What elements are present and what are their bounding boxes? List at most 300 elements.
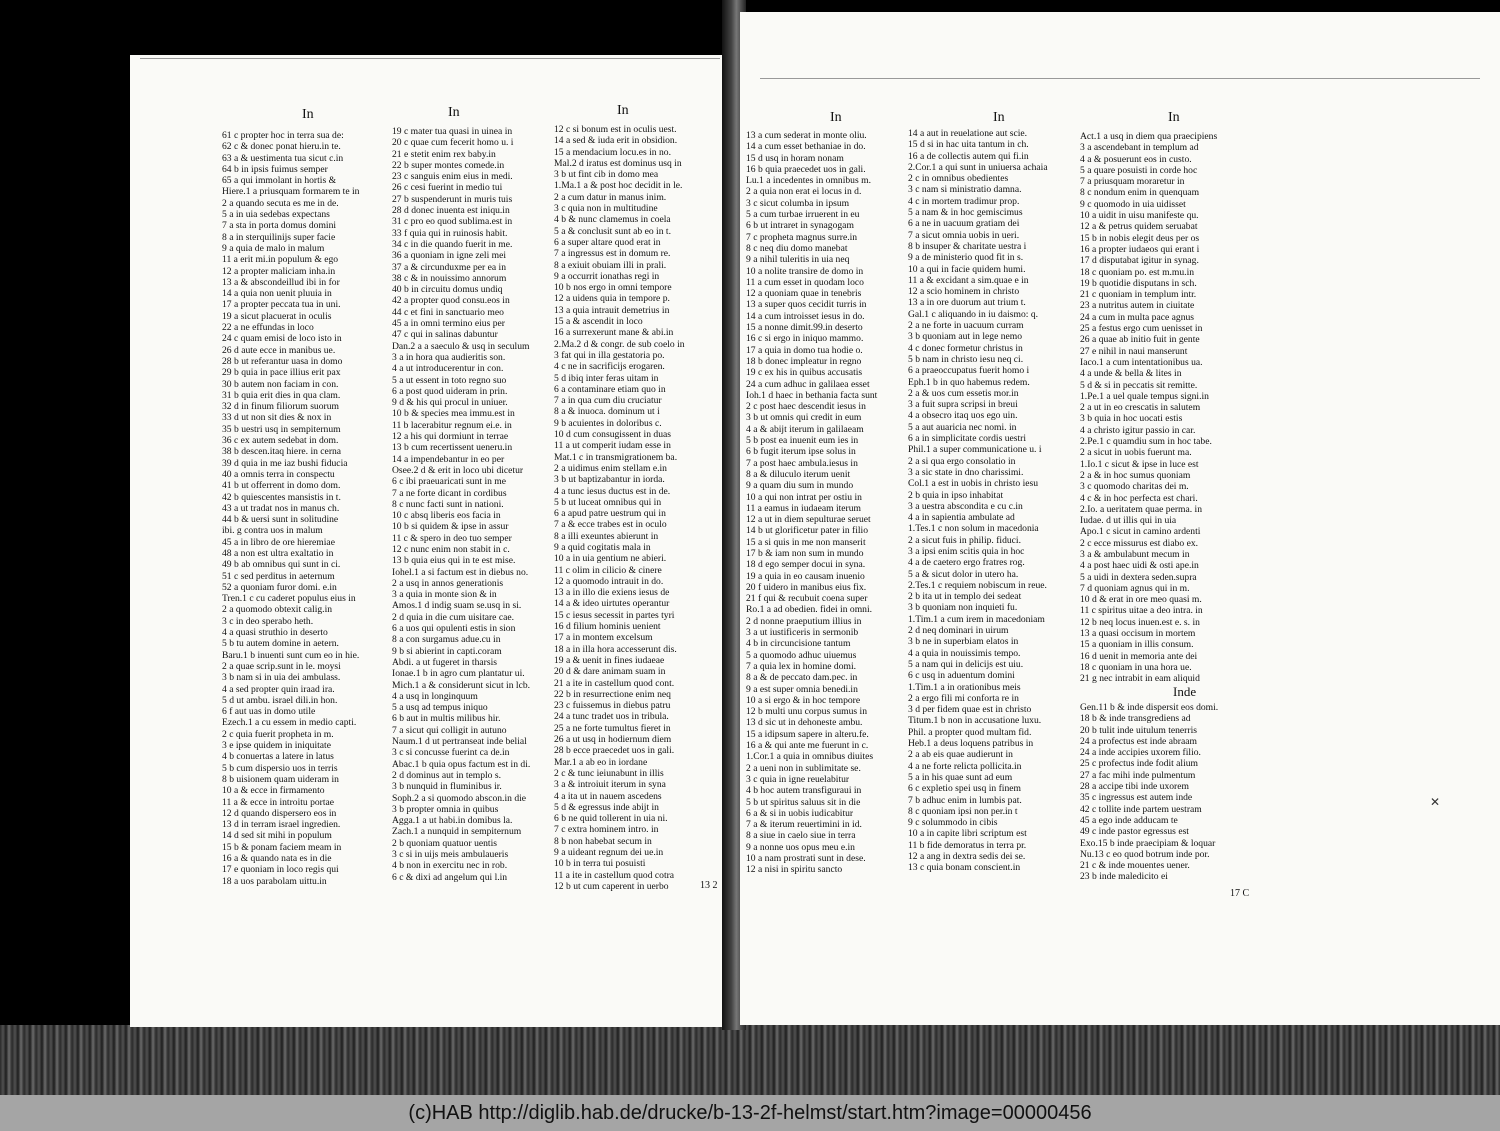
index-entry: Ezech.1 a cu essem in medio capti. xyxy=(222,717,357,729)
index-entry: 25 a festus ergo cum uenisset in xyxy=(1080,323,1203,335)
index-entry: Abac.1 b quia opus factum est in di. xyxy=(392,758,531,770)
index-entry: 7 c propheta magnus surre.in xyxy=(746,231,858,243)
index-entry: 24 a inde accipies uxorem filio. xyxy=(1080,747,1201,759)
index-entry: 10 a in capite libri scriptum est xyxy=(908,828,1027,840)
index-entry: 24 a tunc tradet uos in tribula. xyxy=(554,711,669,723)
index-entry: 12 a quoniam quae in tenebris xyxy=(746,288,862,300)
index-entry: 10 a in uia gentium ne abieri. xyxy=(554,553,667,565)
index-entry: 9 a est super omnia benedi.in xyxy=(746,683,858,695)
index-entry: 2 c post haec descendit iesus in xyxy=(746,401,866,413)
index-entry: 5 a nam & in hoc gemiscimus xyxy=(908,207,1023,219)
index-entry: 19 c mater tua quasi in uinea in xyxy=(392,126,513,137)
index-entry: 4 c ne in sacrificijs erogaren. xyxy=(554,361,665,373)
index-entry: 6 a praeoccupatus fuerit homo i xyxy=(908,365,1030,377)
index-entry: Nu.13 c eo quod botrum inde por. xyxy=(1080,848,1210,860)
index-entry: 33 d ut non sit dies & nox in xyxy=(222,412,332,424)
index-entry: 12 a ang in dextra sedis dei se. xyxy=(908,851,1026,862)
index-entry: 4 b in circuncisione tantum xyxy=(746,638,851,650)
index-entry: 3 a ut iustificeris in sermonib xyxy=(746,627,859,639)
index-entry: Tren.1 c cu caderet populus eius in xyxy=(222,593,356,605)
index-entry: 16 a & quando nata es in die xyxy=(222,853,332,864)
index-entry: 15 d si in hac uita tantum in ch. xyxy=(908,139,1029,151)
index-entry: 12 b neq locus inuen.est e. s. in xyxy=(1080,616,1200,628)
index-entry: 42 b quiescentes mansistis in t. xyxy=(222,491,341,503)
index-entry: 26 d aute ecce in manibus ue. xyxy=(222,344,336,356)
index-entry: 2.Pe.1 c quamdiu sum in hoc tabe. xyxy=(1080,436,1212,448)
index-entry: 5 a cum turbae irruerent in eu xyxy=(746,209,860,221)
index-entry: 5 a & sicut dolor in utero ha. xyxy=(908,568,1019,580)
index-entry: Apo.1 c sicut in camino ardenti xyxy=(1080,526,1201,538)
index-entry: 48 a non est ultra exaltatio in xyxy=(222,547,334,559)
index-entry: 3 c in deo sperabo heth. xyxy=(222,615,314,627)
index-entry: 3 c quomodo charitas dei m. xyxy=(1080,481,1189,493)
index-entry: 7 a quia lex in homine domi. xyxy=(746,660,857,672)
index-entry: 10 a qui in facie quidem humi. xyxy=(908,263,1026,275)
index-entry: 14 a sed & iuda erit in obsidion. xyxy=(554,135,678,147)
index-entry: 21 e stetit enim rex baby.in xyxy=(392,148,496,160)
index-entry: 6 a post quod uideram in prin. xyxy=(392,385,508,397)
index-entry: Amos.1 d indig suam se.usq in si. xyxy=(392,600,522,612)
index-entry: Exo.15 b inde praecipiam & loquar xyxy=(1080,837,1216,849)
index-entry: 2 a sicut in uobis fuerunt ma. xyxy=(1080,447,1192,459)
index-entry: 5 a quomodo adhuc uiuemus xyxy=(746,649,857,661)
index-entry: 7 a ne forte dicant in cordibus xyxy=(392,487,507,499)
index-entry: 17 a propter peccata tua in uni. xyxy=(222,299,341,311)
index-entry: 19 a & uenit in fines iudaeae xyxy=(554,654,665,666)
index-entry: 2 d neq dominari in uirum xyxy=(908,625,1009,637)
index-entry: 19 b quotidie disputans in sch. xyxy=(1080,277,1197,289)
index-entry: 11 c olim in cilicio & cinere xyxy=(554,564,662,576)
index-entry: 37 a & circunduxme per ea in xyxy=(392,261,507,273)
index-entry: 5 b nam in christo iesu neq ci. xyxy=(908,353,1024,365)
index-entry: 1.Tim.1 a cum irem in macedoniam xyxy=(908,613,1045,625)
index-entry: Gen.11 b & inde dispersit eos domi. xyxy=(1080,702,1219,713)
index-entry: 4 a ita ut in nauem ascedens xyxy=(554,790,662,802)
index-entry: 5 d & egressus inde abijt in xyxy=(554,801,659,813)
index-entry: 24 c quam emisi de loco isto in xyxy=(222,333,342,345)
index-entry: 36 a quoniam in igne zeli mei xyxy=(392,250,507,262)
index-entry: 8 c nondum enim in quenquam xyxy=(1080,187,1200,199)
index-entry: 5 b post ea inuenit eum ies in xyxy=(746,435,859,447)
index-entry: 4 a tunc iesus ductus est in de. xyxy=(554,485,671,497)
index-entry: 28 d donec inuenta est iniqu.in xyxy=(392,205,510,217)
index-entry: 35 b uestri usq in sempiternum xyxy=(222,423,341,435)
index-entry: 7 a in qua cum diu cruciatur xyxy=(554,395,662,407)
index-entry: 19 a sicut placuerat in oculis xyxy=(222,310,332,322)
index-entry: 3 b nunquid in fluminibus ir. xyxy=(392,781,502,793)
index-entry: 24 a profectus est inde abraam xyxy=(1080,735,1197,747)
index-entry: 7 b adhuc enim in lumbis pat. xyxy=(908,794,1022,806)
index-entry: 5 a usq ad tempus iniquo xyxy=(392,702,488,714)
index-entry: 61 c propter hoc in terra sua de: xyxy=(222,130,344,141)
index-entry: 3 b quoniam aut in lege nemo xyxy=(908,331,1023,343)
index-entry: 3 a sic state in dno charissimi. xyxy=(908,466,1024,478)
index-entry: 4 c donec formetur christus in xyxy=(908,342,1023,354)
index-entry: 16 b quia praecedet uos in gali. xyxy=(746,163,866,175)
index-entry: 65 a qui immolant in hortis & xyxy=(222,175,337,187)
index-entry: 13 a & abscondeillud ibi in for xyxy=(222,276,340,288)
index-entry: 18 d ego semper docui in syna. xyxy=(746,559,866,571)
index-entry: 14 a & ideo uirtutes operantur xyxy=(554,598,670,610)
index-entry: 11 a cum esset in quodam loco xyxy=(746,276,864,288)
index-entry: Osee.2 d & erit in loco ubi dicetur xyxy=(392,464,524,476)
index-entry: 3 c quia non in multitudine xyxy=(554,203,658,215)
index-entry: 6 a contaminare etiam quo in xyxy=(554,383,666,395)
index-entry: 15 a idipsum sapere in alteru.fe. xyxy=(746,728,869,740)
index-entry: 2 a ueni non in sublimitate se. xyxy=(746,762,861,774)
index-entry: 2 a ne forte in uacuum curram xyxy=(908,320,1024,332)
index-entry: 19 c ex his in quibus accusatis xyxy=(746,367,863,379)
index-entry: 49 c inde pastor egressus est xyxy=(1080,826,1189,838)
index-entry: 4 a unde & bella & lites in xyxy=(1080,368,1182,380)
index-entry: Lu.1 a incedentes in omnibus m. xyxy=(746,175,871,187)
index-entry: 41 b ut offerrent in domo dom. xyxy=(222,480,341,492)
index-entry: 2 a quae scrip.sunt in le. moysi xyxy=(222,660,341,672)
index-entry: 28 b ut referantur uasa in domo xyxy=(222,355,343,367)
index-entry: 25 c profectus inde fodit alium xyxy=(1080,758,1199,770)
index-entry: 12 d quando dispersero eos in xyxy=(222,807,337,819)
index-entry: 11 b lacerabitur regnum ei.e. in xyxy=(392,419,512,431)
index-entry: 5 a in uia sedebas expectans xyxy=(222,209,330,221)
index-entry: 9 a occurrit ionathas regi in xyxy=(554,270,660,282)
signature-mark: 17 C xyxy=(1230,888,1250,899)
index-entry: 11 b fide demoratus in terra pr. xyxy=(908,839,1027,851)
index-entry: 6 a uos qui opulenti estis in sion xyxy=(392,623,516,635)
index-entry: 8 a in sterquilinijs super facie xyxy=(222,231,336,243)
index-entry: 3 c sicut columba in ipsum xyxy=(746,197,850,209)
index-entry: Hiere.1 a priusquam formarem te in xyxy=(222,186,360,198)
index-entry: 25 a ne forte tumultus fieret in xyxy=(554,722,671,734)
index-entry: 7 d quoniam agnus qui in m. xyxy=(1080,582,1190,594)
index-entry: 34 c in die quando fuerit in me. xyxy=(392,238,513,250)
index-entry: 3 a ipsi enim scitis quia in hoc xyxy=(908,545,1025,557)
index-entry: 4 a quasi struthio in deserto xyxy=(222,627,328,639)
index-entry: 8 a con surgamus adue.cu in xyxy=(392,634,501,646)
index-entry: 3 a in hora qua audieritis son. xyxy=(392,351,506,363)
index-entry: 22 a ne effundas in loco xyxy=(222,322,314,334)
index-entry: Gal.1 c aliquando in iu daismo: q. xyxy=(908,308,1039,320)
index-entry: 10 b si quidem & ipse in assur xyxy=(392,521,509,533)
index-entry: 18 a uos parabolam uittu.in xyxy=(222,875,327,887)
index-entry: Phil.1 a super communicatione u. i xyxy=(908,444,1042,456)
index-entry: 9 a quam diu sum in mundo xyxy=(746,480,854,492)
index-entry: 4 b & nunc clamemus in coela xyxy=(554,214,671,226)
index-entry: 5 a & conclusit sunt ab eo in t. xyxy=(554,225,671,237)
index-entry: 12 c nunc enim non stabit in c. xyxy=(392,543,510,555)
index-entry: 29 b quia in pace illius erit pax xyxy=(222,367,341,379)
index-entry: 3 a uestra abscondita e cu c.in xyxy=(908,500,1023,512)
index-entry: 14 b ut glorificetur pater in filio xyxy=(746,525,869,537)
index-entry: 22 b in resurrectione enim neq xyxy=(554,688,671,700)
index-entry: 23 b inde maledicito ei xyxy=(1080,871,1168,883)
index-entry: 17 a in montem excelsum xyxy=(554,632,653,644)
index-entry: 1.Io.1 c sicut & ipse in luce est xyxy=(1080,458,1199,470)
index-entry: 15 d usq in horam nonam xyxy=(746,152,844,164)
index-entry: 17 e quoniam in loco regis qui xyxy=(222,864,339,876)
index-entry: 2 d quia in die cum uisitare cae. xyxy=(392,611,515,623)
index-entry: 12 b ut cum caperent in uerbo xyxy=(554,880,669,892)
index-entry: 44 b & uersi sunt in solitudine xyxy=(222,514,339,526)
page-top-rule xyxy=(140,58,720,59)
column-header: In xyxy=(830,110,842,125)
index-entry: 22 b super montes comede.in xyxy=(392,159,505,171)
index-entry: 13 d sic ut in dehoneste ambu. xyxy=(746,717,863,729)
index-entry: 64 b in ipsis fuimus semper xyxy=(222,163,328,175)
index-entry: 11 a erit mi.in populum & ego xyxy=(222,254,339,266)
index-entry: 1.Cor.1 a quia in omnibus diuites xyxy=(746,751,874,763)
index-entry: 4 a de caetero ergo fratres rog. xyxy=(908,557,1025,569)
index-entry: 2 b ita ut in templo dei sedeat xyxy=(908,591,1022,603)
index-entry: 5 b ut spiritus saluus sit in die xyxy=(746,796,861,808)
index-entry: 35 c ingressus est autem inde xyxy=(1080,792,1193,804)
index-entry: 8 a & inuoca. dominum ut i xyxy=(554,406,660,418)
index-entry: 52 a quoniam furor domi. e.in xyxy=(222,581,337,593)
index-entry: 2 a si qua ergo consolatio in xyxy=(908,455,1016,467)
index-entry: 4 b conuertas a latere in latus xyxy=(222,751,334,763)
index-entry: 14 a aut in reuelatione aut scie. xyxy=(908,128,1028,139)
index-entry: 4 a quia in nouissimis tempo. xyxy=(908,647,1021,659)
index-entry: 42 a propter quod consu.eos in xyxy=(392,295,510,307)
index-entry: 26 a quae ab initio fuit in gente xyxy=(1080,334,1200,346)
margin-mark: ✕ xyxy=(1430,795,1441,809)
text-column xyxy=(1080,131,1280,685)
index-entry: 3 b ut omnis qui credit in eum xyxy=(746,412,862,424)
index-entry: Iudae. d ut illis qui in uia xyxy=(1080,515,1177,527)
index-entry: Iohel.1 a si factum est in diebus no. xyxy=(392,566,529,578)
index-entry: 4 b non in exercitu nec in rob. xyxy=(392,860,508,872)
index-entry: 10 c absq liberis eos facia in xyxy=(392,510,501,522)
index-entry: 24 a cum adhuc in galilaea esset xyxy=(746,378,870,390)
index-entry: 2 a quia non erat ei locus in d. xyxy=(746,186,862,198)
index-entry: 7 a priusquam moraretur in xyxy=(1080,176,1185,188)
index-entry: 5 a in his quae sunt ad eum xyxy=(908,771,1013,783)
index-entry: 40 a omnis terra in conspectu xyxy=(222,468,335,480)
index-entry: 49 b ab omnibus qui sunt in ci. xyxy=(222,559,341,571)
index-entry: 9 a de ministerio quod fit in s. xyxy=(908,252,1024,264)
index-entry: 3 a & ambulabunt mecum in xyxy=(1080,548,1190,560)
index-entry: 13 b quia eius qui in te est mise. xyxy=(392,555,516,567)
index-entry: 2 a sicut fuis in philip. fiduci. xyxy=(908,534,1021,546)
index-entry: 1.Ma.1 a & post hoc decidit in le. xyxy=(554,180,683,192)
index-entry: 63 a & uestimenta tua sicut c.in xyxy=(222,152,344,164)
index-entry: Iaco.1 a cum intentationibus ua. xyxy=(1080,356,1203,368)
index-entry: 16 c si ergo in iniquo mammo. xyxy=(746,333,864,345)
index-entry: 12 a propter maliciam inha.in xyxy=(222,265,336,277)
right-page xyxy=(740,12,1500,1025)
index-entry: 6 c & dixi ad angelum qui l.in xyxy=(392,871,508,883)
index-entry: 21 c quoniam in templum intr. xyxy=(1080,289,1197,301)
index-entry: 1.Tim.1 a in orationibus meis xyxy=(908,681,1021,693)
index-entry: 10 b & species mea immu.est in xyxy=(392,408,515,420)
index-entry: 4 a obsecro itaq uos ego uin. xyxy=(908,410,1018,422)
index-entry: 4 a sed propter quin iraad ira. xyxy=(222,683,335,695)
index-entry: 9 c quomodo in uia uidisset xyxy=(1080,198,1186,210)
index-entry: 12 a quomodo intrauit in do. xyxy=(554,575,664,587)
index-entry: 6 a in simplicitate cordis uestri xyxy=(908,433,1027,445)
index-entry: 14 a cum esset bethaniae in do. xyxy=(746,141,866,153)
index-entry: 9 b si abierint in capti.coram xyxy=(392,645,502,657)
index-entry: 6 f aut uas in domo utile xyxy=(222,706,316,718)
index-entry: 7 c extra hominem intro. in xyxy=(554,824,659,836)
column-header: In xyxy=(617,103,629,118)
index-entry: Naum.1 d ut pertranseat inde belial xyxy=(392,736,527,748)
index-entry: 44 c et fini in sanctuario meo xyxy=(392,306,504,318)
index-entry: 4 c in mortem tradimur prop. xyxy=(908,195,1020,207)
column-header: In xyxy=(448,105,460,120)
index-entry: 23 c fuissemus in diebus patru xyxy=(554,700,671,712)
text-column xyxy=(1080,702,1280,883)
index-entry: 12 a nisi in spiritu sancto xyxy=(746,864,843,876)
index-entry: 15 b in nobis elegit deus per os xyxy=(1080,232,1200,244)
index-entry: 2.Cor.1 a qui sunt in uniuersa achaia xyxy=(908,161,1048,173)
index-entry: 33 f quia qui in ruinosis habit. xyxy=(392,227,508,239)
index-entry: 6 b fugit iterum ipse solus in xyxy=(746,446,856,458)
index-entry: 12 c si bonum est in oculis uest. xyxy=(554,124,677,135)
text-column xyxy=(392,126,562,883)
index-entry: 42 c tollite inde partem uestram xyxy=(1080,803,1202,815)
index-entry: 3 b ut fint cib in domo mea xyxy=(554,169,659,181)
index-entry: 9 a nonne uos opus meu e.in xyxy=(746,841,855,853)
index-entry: 8 a siue in caelo siue in terra xyxy=(746,830,856,842)
index-entry: 7 a ingressus est in domum re. xyxy=(554,248,671,260)
index-entry: 27 e nihil in naui manserunt xyxy=(1080,345,1188,357)
index-entry: 13 a super quos cecidit turris in xyxy=(746,299,867,311)
index-entry: 9 a quid cogitatis mala in xyxy=(554,541,651,553)
index-entry: 1.Pe.1 a uel quale tempus signi.in xyxy=(1080,390,1209,402)
index-entry: 2 a usq in annos generationis xyxy=(392,577,504,589)
index-entry: 21 f qui & recubuit coena super xyxy=(746,593,868,605)
index-entry: 16 a de collectis autem qui fi.in xyxy=(908,150,1029,162)
index-entry: 11 c & spero in deo tuo semper xyxy=(392,532,512,544)
index-entry: 5 b ut luceat omnibus qui in xyxy=(554,496,662,508)
index-entry: 4 b hoc autem transfiguraui in xyxy=(746,785,862,797)
index-entry: 43 a ut tradat nos in manus ch. xyxy=(222,502,340,514)
index-entry: 21 a ite in castellum quod cont. xyxy=(554,677,675,689)
index-entry: 27 b suspenderunt in muris tuis xyxy=(392,193,513,205)
index-entry: 8 a illi exeuntes abierunt in xyxy=(554,530,659,542)
index-entry: Mal.2 d iratus est dominus usq in xyxy=(554,157,682,169)
index-entry: 15 a & ascendit in loco xyxy=(554,316,643,328)
page-top-rule xyxy=(760,78,1480,79)
index-entry: 38 c & in nouissimo annorum xyxy=(392,272,507,284)
index-entry: 13 b cum recertissent ueneru.in xyxy=(392,442,513,454)
index-entry: 4 a ut introducerentur in con. xyxy=(392,363,504,375)
index-entry: 13 d in terram israel ingredien. xyxy=(222,819,341,831)
index-entry: 18 c quoniam po. est m.mu.in xyxy=(1080,266,1195,278)
index-entry: 15 a mendacium locu.es in no. xyxy=(554,146,671,158)
index-entry: Zach.1 a nunquid in sempiternum xyxy=(392,826,522,838)
index-entry: 13 a in illo die exiens iesus de xyxy=(554,587,670,599)
index-entry: 9 a nihil tuleritis in uia neq xyxy=(746,254,850,266)
index-entry: Ionae.1 b in agro cum plantatur ui. xyxy=(392,668,525,680)
index-entry: 13 a quia intrauit demetrius in xyxy=(554,304,670,316)
index-entry: Soph.2 a si quomodo abscon.in die xyxy=(392,792,527,804)
index-entry: 3 c si in uijs meis ambulaueris xyxy=(392,849,509,860)
index-entry: 3 a ascendebant in templum ad xyxy=(1080,142,1199,154)
index-entry: 2 d dominus aut in templo s. xyxy=(392,769,501,781)
index-entry: Heb.1 a deus loquens patribus in xyxy=(908,738,1034,750)
index-entry: 2 c quia fuerit propheta in m. xyxy=(222,728,334,740)
index-entry: 6 a ne in uacuum gratiam dei xyxy=(908,218,1020,230)
index-entry: 30 b autem non faciam in con. xyxy=(222,378,339,390)
index-entry: 2 a ut in eo crescatis in salutem xyxy=(1080,402,1201,414)
index-entry: 10 d & erat in ore meo quasi m. xyxy=(1080,594,1202,606)
index-entry: 3 a fuit supra scripsi in breui xyxy=(908,399,1018,411)
index-entry: 4 a christo igitur passio in car. xyxy=(1080,424,1196,436)
index-entry: ibi. g contra uos in malum xyxy=(222,525,323,537)
index-entry: 26 c cesi fuerint in medio tui xyxy=(392,182,503,194)
index-entry: 28 b ecce praecedet uos in gali. xyxy=(554,745,675,757)
index-entry: 28 a accipe tibi inde uxorem xyxy=(1080,781,1189,793)
index-entry: 2 a cum datur in manus inim. xyxy=(554,191,667,203)
index-entry: 3 a quia in monte sion & in xyxy=(392,589,497,601)
index-entry: 7 a sicut omnia uobis in ueri. xyxy=(908,229,1020,241)
index-entry: 3 d per fidem quae est in christo xyxy=(908,704,1032,716)
index-entry: 5 d & si in peccatis sit remitte. xyxy=(1080,379,1198,391)
index-entry: 36 c ex autem sedebat in dom. xyxy=(222,435,339,447)
index-entry: Col.1 a est in uobis in christo iesu xyxy=(908,478,1039,490)
archive-footer: (c)HAB http://diglib.hab.de/drucke/b-13-2f-helmst/start.htm?image=00000456 xyxy=(0,1095,1500,1131)
index-entry: 4 a in sapientia ambulate ad xyxy=(908,512,1015,524)
index-entry: 27 a fac mihi inde pulmentum xyxy=(1080,769,1196,781)
signature-mark: 13 2 xyxy=(700,880,718,891)
index-entry: 6 a super altare quod erat in xyxy=(554,236,661,248)
index-entry: 10 a si ergo & in hoc tempore xyxy=(746,694,861,706)
column-header: In xyxy=(1168,110,1180,125)
index-entry: 7 a & ecce trabes est in oculo xyxy=(554,519,667,531)
index-entry: 5 d ut ambu. israel dili.in hon. xyxy=(222,694,338,706)
index-entry: 31 c pro eo quod sublima.est in xyxy=(392,216,513,228)
index-entry: 2 a quando secuta es me in de. xyxy=(222,197,339,209)
index-entry: 2 a & uos cum essetis mor.in xyxy=(908,387,1019,399)
index-entry: 7 a sta in porta domus domini xyxy=(222,220,337,232)
index-entry: 15 a si quis in me non manserit xyxy=(746,536,866,548)
index-entry: 10 a qui non intrat per ostiu in xyxy=(746,491,862,503)
index-entry: 45 a in libro de ore hieremiae xyxy=(222,536,335,548)
index-entry: 16 a propter iudaeos qui erant i xyxy=(1080,243,1200,255)
index-entry: 6 a apud patre uestrum qui in xyxy=(554,508,666,520)
index-entry: Act.1 a usq in diem qua praecipiens xyxy=(1080,131,1218,142)
index-entry: 14 a quia non uenit pluuia in xyxy=(222,288,332,300)
index-entry: 19 a quia in eo causam inuenio xyxy=(746,570,865,582)
index-entry: 3 b quia in hoc uocati estis xyxy=(1080,413,1183,425)
index-entry: 24 a cum in multa pace agnus xyxy=(1080,311,1195,323)
index-entry: 2 d nonne praeputium illius in xyxy=(746,615,862,627)
index-entry: 3 a & introiuit iterum in syna xyxy=(554,779,666,791)
left-page xyxy=(130,55,727,1027)
index-entry: 12 a ut in diem sepulturae seruet xyxy=(746,514,871,526)
index-entry: 2.Io. a ueritatem quae perma. in xyxy=(1080,503,1203,515)
index-entry: 3 fat qui in illa gestatoria po. xyxy=(554,349,665,361)
index-entry: Ioh.1 d haec in bethania facta sunt xyxy=(746,389,878,401)
index-entry: 11 a & ecce in introitu portae xyxy=(222,796,335,808)
index-entry: 12 a scio hominem in christo xyxy=(908,286,1020,298)
index-entry: 5 b tu autem domine in aetern. xyxy=(222,638,339,650)
index-entry: 9 b acuientes in doloribus c. xyxy=(554,417,662,429)
index-entry: 10 b in terra tui posuisti xyxy=(554,858,646,870)
index-entry: 18 c quoniam in una hora ue. xyxy=(1080,661,1192,673)
index-entry: 9 a quia de malo in malum xyxy=(222,242,325,254)
index-entry: 21 c & inde mouentes uener. xyxy=(1080,860,1190,872)
index-entry: 14 a cum introisset iesus in do. xyxy=(746,310,865,322)
index-entry: 15 b & ponam faciem meam in xyxy=(222,841,342,853)
index-entry: 3 b nam si in uia dei ambulass. xyxy=(222,672,341,684)
index-entry: 38 b descen.itaq hiere. in cerna xyxy=(222,446,342,458)
index-entry: 2 a uidimus enim stellam e.in xyxy=(554,462,667,474)
index-entry: 10 d cum consugissent in duas xyxy=(554,429,671,441)
index-entry: 11 a eamus in iudaeam iterum xyxy=(746,502,861,514)
index-entry: 8 a & de peccato dam.pec. in xyxy=(746,672,858,684)
